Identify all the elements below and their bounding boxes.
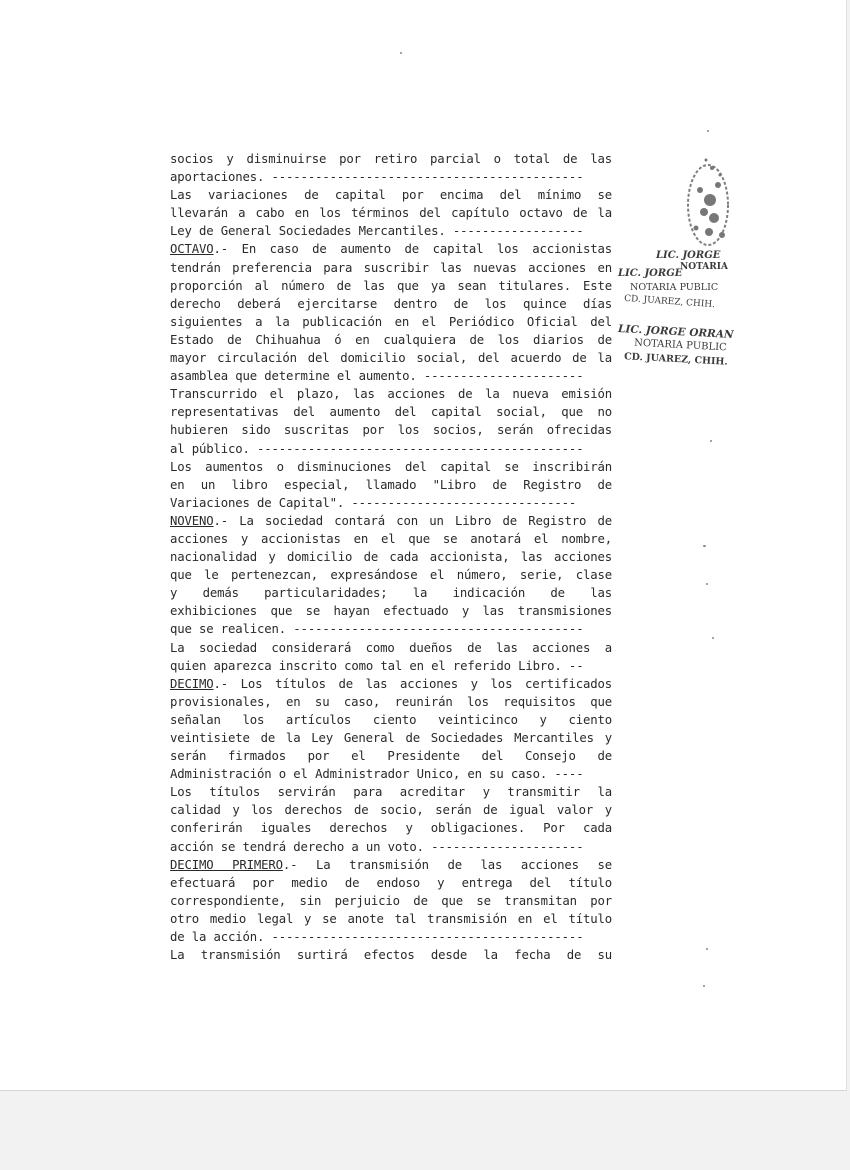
scan-speck (706, 948, 708, 950)
line-text: y demás particularidades; la indicación de las (170, 586, 612, 601)
document-line (170, 566, 612, 584)
document-line (170, 186, 612, 204)
line-text: otro medio legal y se anote tal transmisión en el título (170, 911, 612, 926)
line-text: exhibiciones que se hayan efectuado y las transmisiones (170, 604, 612, 619)
scan-speck (703, 545, 706, 547)
line-text: Los títulos servirán para acreditar y transmitir la (170, 785, 612, 800)
line-text: representativas del aumento del capital social, que no (170, 405, 612, 420)
line-text: señalan los artículos ciento veinticinco y ciento (170, 712, 612, 727)
document-line (170, 222, 612, 240)
line-text: Transcurrido el plazo, las acciones de la nueva emisión (170, 387, 612, 402)
clause-heading: DECIMO PRIMERO (170, 857, 283, 872)
document-body (170, 150, 612, 964)
line-text: provisionales, en su caso, reunirán los requisitos que (170, 694, 612, 709)
line-text: .- La sociedad contará con un Libro de Registro de (213, 513, 612, 528)
line-text: .- Los títulos de las acciones y los certificados (213, 676, 612, 691)
document-line (170, 259, 612, 277)
line-text: quien aparezca inscrito como tal en el referido Libro. -- (170, 658, 584, 673)
line-text: socios y disminuirse por retiro parcial o total de las (170, 152, 612, 166)
document-line (170, 295, 612, 313)
scan-speck (710, 440, 712, 442)
line-text: efectuará por medio de endoso y entrega del título (170, 875, 612, 890)
line-text: correspondiente, sin perjuicio de que se transmitan por (170, 893, 612, 908)
document-line (170, 783, 612, 801)
document-line (170, 874, 612, 892)
document-line (170, 910, 612, 928)
seal-top-line-5: CD. JUAREZ, CHIH. (623, 293, 716, 311)
seal-top-line-1: LIC. JORGE (656, 250, 721, 261)
clause-heading: NOVENO (170, 513, 214, 528)
line-text: La sociedad considerará como dueños de las acciones a (170, 640, 612, 655)
seal-bottom-line-3: CD. JUAREZ, CHIH. (623, 351, 728, 368)
document-line (170, 729, 612, 747)
line-text: serán firmados por el Presidente del Consejo de (170, 749, 612, 764)
document-line (170, 711, 612, 729)
line-text: conferirán iguales derechos y obligaciones. Por cada (170, 821, 612, 836)
line-text: calidad y los derechos de socio, serán de igual valor y (170, 803, 612, 818)
line-text: al público. --------------------------------------------- (170, 441, 584, 456)
line-text: acciones y accionistas en el que se anotará el nombre, (170, 531, 612, 546)
line-text: Las variaciones de capital por encima del mínimo se (170, 188, 612, 203)
line-text: Ley de General Sociedades Mercantiles. ------------------ (170, 224, 584, 239)
scan-speck (706, 583, 708, 585)
line-text: Los aumentos o disminuciones del capital se inscribirán (170, 459, 612, 474)
line-text: veintisiete de la Ley General de Sociedades Mercantiles y (170, 731, 612, 745)
seal-top-line-4: NOTARIA PUBLIC (630, 282, 719, 293)
line-text: derecho deberá ejercitarse dentro de los quince días (170, 296, 612, 311)
document-line (170, 838, 612, 856)
document-line (170, 313, 612, 331)
seal-bottom-line-2: NOTARIA PUBLIC (633, 337, 728, 354)
document-line (170, 440, 612, 458)
document-line (170, 819, 612, 837)
document-line (170, 620, 612, 638)
document-line (170, 458, 612, 476)
clause-heading: DECIMO (170, 676, 214, 691)
document-line (170, 801, 612, 819)
document-line (170, 856, 612, 874)
document-line (170, 494, 612, 512)
line-text: Estado de Chihuahua ó en cualquiera de los diarios de (170, 332, 612, 347)
document-line (170, 150, 612, 168)
line-text: tendrán preferencia para suscribir las nuevas acciones en (170, 260, 612, 275)
scan-speck (707, 130, 709, 132)
document-line (170, 385, 612, 403)
document-line (170, 946, 612, 964)
seal-top-line-3: LIC. JORGE (618, 268, 683, 279)
document-line (170, 331, 612, 349)
line-text: en un libro especial, llamado "Libro de Registro de (170, 477, 612, 492)
line-text: La transmisión surtirá efectos desde la fecha de su (170, 948, 612, 963)
line-text: aportaciones. ------------------------------------------- (170, 170, 584, 185)
line-text: que le pertenezcan, expresándose el número, serie, clase (170, 568, 612, 583)
document-line (170, 657, 612, 675)
notary-stamp (610, 140, 740, 380)
line-text: que se realicen. ---------------------------------------- (170, 622, 584, 637)
document-line (170, 639, 612, 657)
document-line (170, 240, 612, 258)
document-line (170, 928, 612, 946)
document-line (170, 693, 612, 711)
line-text: acción se tendrá derecho a un voto. --------------------- (170, 839, 584, 854)
document-line (170, 512, 612, 530)
line-text: Variaciones de Capital". ------------------------------- (170, 495, 577, 510)
document-line (170, 421, 612, 439)
line-text: asamblea que determine el aumento. ---------------------- (170, 369, 584, 384)
line-text: de la acción. ------------------------------------------- (170, 930, 584, 945)
line-text: .- En caso de aumento de capital los accionistas (213, 242, 612, 257)
document-line (170, 530, 612, 548)
line-text: llevarán a cabo en los términos del capítulo octavo de la (170, 206, 612, 221)
scan-speck (703, 985, 705, 987)
document-line (170, 277, 612, 295)
document-line (170, 747, 612, 765)
document-line (170, 584, 612, 602)
line-text: .- La transmisión de las acciones se (282, 857, 612, 872)
line-text: Administración o el Administrador Unico, en su caso. ---- (170, 767, 584, 782)
scan-speck (712, 637, 714, 639)
seal-bottom-line-1: LIC. JORGE ORRAN (617, 322, 734, 342)
document-line (170, 476, 612, 494)
document-line (170, 602, 612, 620)
document-line (170, 168, 612, 186)
line-text: nacionalidad y domicilio de cada accionista, las acciones (170, 550, 612, 565)
document-line (170, 403, 612, 421)
document-line (170, 765, 612, 783)
line-text: proporción al número de las que ya sean titulares. Este (170, 278, 612, 293)
document-line (170, 367, 612, 385)
document-line (170, 548, 612, 566)
document-line (170, 204, 612, 222)
scan-speck (400, 52, 402, 54)
document-line (170, 675, 612, 693)
line-text: hubieren sido suscritas por los socios, serán ofrecidas (170, 423, 612, 438)
clause-heading: OCTAVO (170, 242, 214, 257)
line-text: mayor circulación del domicilio social, del acuerdo de la (170, 351, 612, 366)
line-text: siguientes a la publicación en el Periódico Oficial del (170, 314, 612, 329)
document-line (170, 349, 612, 367)
document-line (170, 892, 612, 910)
seal-top-line-2: NOTARIA (680, 262, 728, 272)
